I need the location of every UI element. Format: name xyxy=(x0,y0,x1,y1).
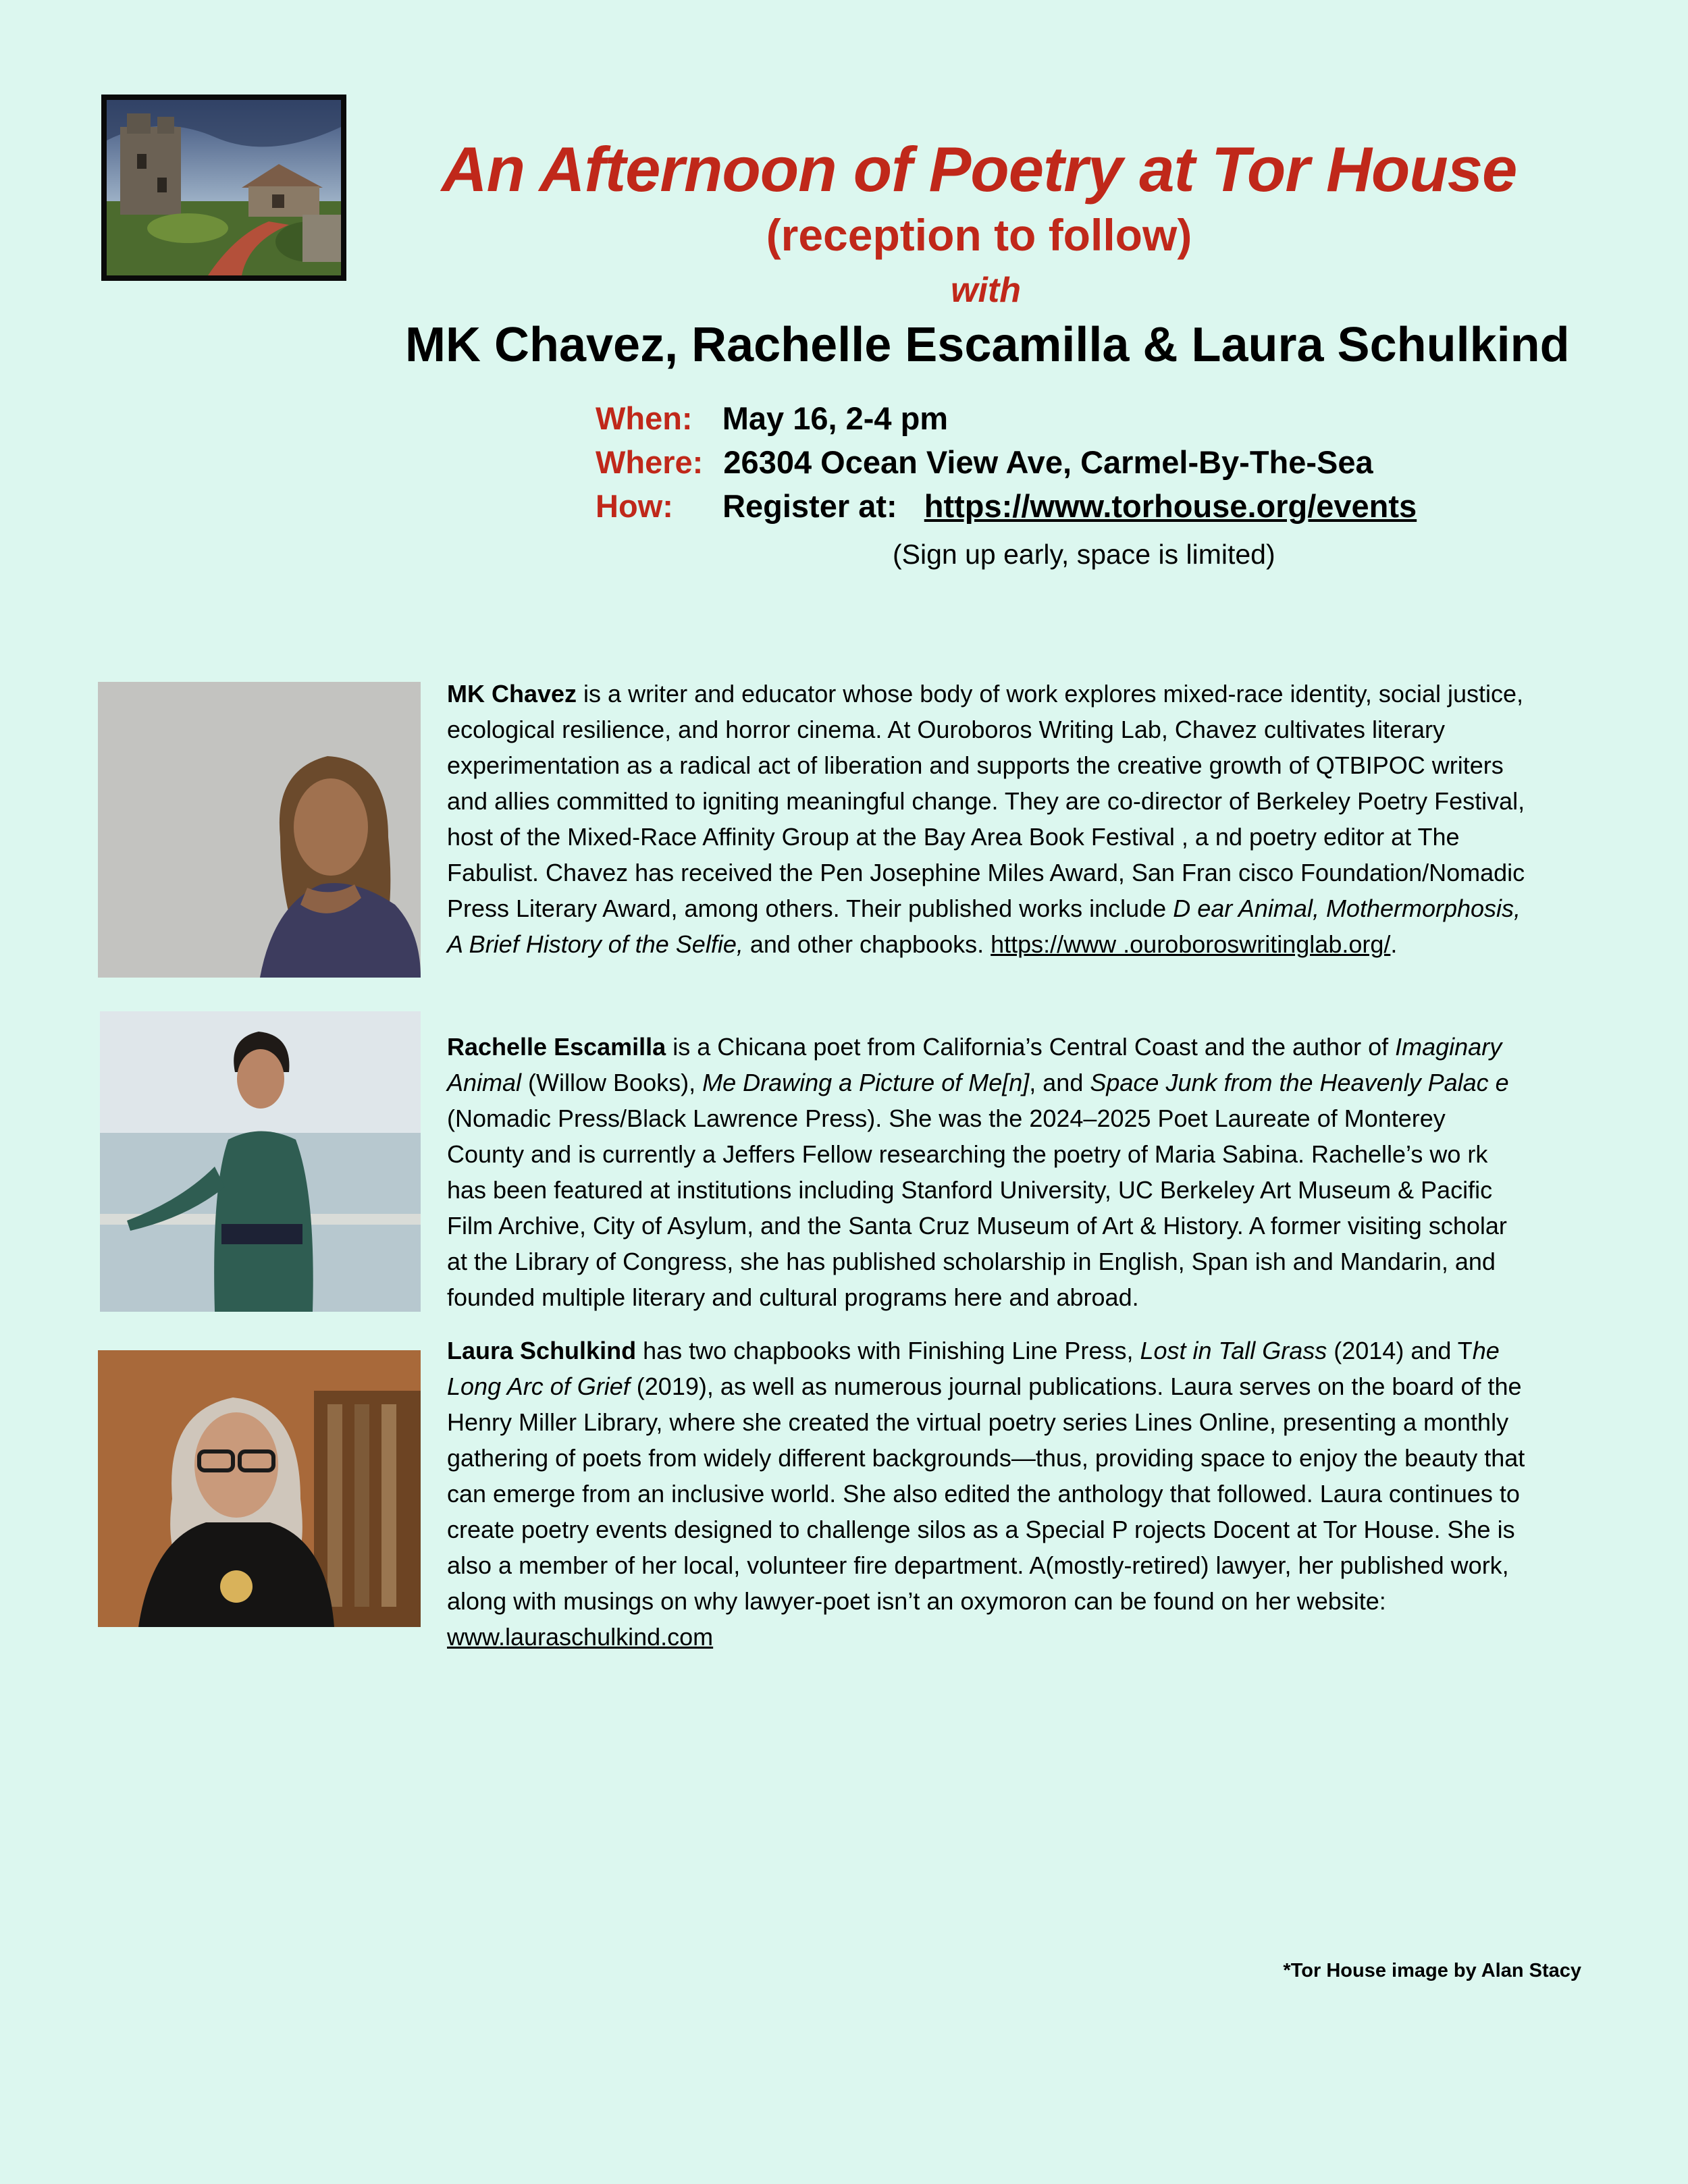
bio-mk-chavez xyxy=(447,676,1527,962)
bio-text: is a writer and educator whose body of work explores mixed-race identity, social justice, ecological resilience, and horror cinema. At Ouroboros Writing Lab, Chavez cultivates literary experimentation as a radical act of liberation and supports the creative growth of QTBIPOC writers and allies committed to igniting meaningful change. They are co-director of Berkeley Poetry Festival, host of the Mixed-Race Affinity Group at the Bay Area Book Festival , a nd poetry editor at The Fabulist. Chavez has received the Pen Josephine Miles Award, San Fran cisco Foundation/Nomadic Press Literary Award, among others. Their published works include xyxy=(447,680,1525,922)
tor-house-image xyxy=(107,100,341,275)
bio-work-title: Me Drawing a Picture of Me[n] xyxy=(702,1069,1030,1096)
website-link[interactable]: www.lauraschulkind.com xyxy=(447,1623,714,1651)
laura-schulkind-photo xyxy=(98,1350,421,1627)
signup-note: (Sign up early, space is limited) xyxy=(893,539,1275,570)
event-title: An Afternoon of Poetry at Tor House xyxy=(441,134,1517,205)
ouroboros-link[interactable]: https://www .ouroboroswritinglab.org/ xyxy=(991,930,1391,958)
bio-name: Rachelle Escamilla xyxy=(447,1033,666,1061)
bio-works: D ear Animal, Mothermorphosis, A Brief History of the Selfie, xyxy=(447,895,1521,958)
bio-rachelle-escamilla xyxy=(447,1029,1527,1315)
with-label: with xyxy=(951,271,1021,310)
rachelle-escamilla-image xyxy=(100,1011,421,1312)
tor-house-photo xyxy=(101,95,346,281)
how-label: How: xyxy=(596,488,673,524)
how-row xyxy=(596,487,1417,525)
bio-text: and other chapbooks. xyxy=(743,930,991,958)
image-credit: *Tor House image by Alan Stacy xyxy=(1283,1960,1581,1981)
bio-work-title: he Long Arc of Grief xyxy=(447,1337,1500,1400)
bio-text: (Willow Books), xyxy=(521,1069,703,1096)
bio-work-title: Lost in Tall Grass xyxy=(1140,1337,1327,1364)
bio-text: (Nomadic Press/Black Lawrence Press). She was the 2024–2025 Poet Laureate of Monterey County and is currently a Jeffers Fellow researching the poetry of Maria Sabina. Rachelle’s wo rk has been featured at institutions including Stanford University, UC Berkeley Art Museum & Pacific Film Archive, City of Asylum, and the Santa Cruz Museum of Art & History. A former visiting scholar at the Library of Congress, she has published scholarship in English, Span ish and Mandarin, and founded multiple literary and cultural programs here and abroad. xyxy=(447,1104,1507,1311)
bio-name: Laura Schulkind xyxy=(447,1337,637,1364)
where-value: 26304 Ocean View Ave, Carmel-By-The-Sea xyxy=(723,444,1373,480)
bio-work-title: Space Junk from the Heavenly Palac e xyxy=(1090,1069,1509,1096)
rachelle-escamilla-photo xyxy=(100,1011,421,1312)
bio-text: (2014) and T xyxy=(1327,1337,1473,1364)
bio-text: (2019), as well as numerous journal publications. Laura serves on the board of the Henry Miller Library, where she created the virtual poetry series Lines Online, presenting a monthly gathering of poets from widely different backgrounds—thus, providing space to enjoy the beauty that can emerge from an inclusive world. She also edited the anthology that followed. Laura continues to create poetry events designed to challenge silos as a Special P rojects Docent at Tor House. She is also a member of her local, volunteer fire department. A(mostly-retired) lawyer, her published work, along with musings on why lawyer-poet isn’t an oxymoron can be found on her website: xyxy=(447,1373,1525,1615)
bio-text: is a Chicana poet from California’s Central Coast and the author of xyxy=(666,1033,1396,1061)
bio-text: . xyxy=(1390,930,1398,958)
register-link[interactable]: https://www.torhouse.org/events xyxy=(924,488,1417,524)
laura-schulkind-image xyxy=(98,1350,421,1627)
how-prefix: Register at: xyxy=(722,488,897,524)
where-label: Where: xyxy=(596,444,704,480)
bio-work-title: Imaginary Animal xyxy=(447,1033,1502,1096)
event-subtitle: (reception to follow) xyxy=(766,210,1192,260)
when-row xyxy=(596,400,948,437)
bio-laura-schulkind xyxy=(447,1333,1527,1655)
where-row xyxy=(596,444,1373,481)
mk-chavez-image xyxy=(98,682,421,978)
bio-text: has two chapbooks with Finishing Line Press, xyxy=(636,1337,1140,1364)
mk-chavez-photo xyxy=(98,682,421,978)
poet-names: MK Chavez, Rachelle Escamilla & Laura Schulkind xyxy=(405,318,1570,372)
bio-text: , and xyxy=(1029,1069,1090,1096)
bio-name: MK Chavez xyxy=(447,680,577,708)
when-label: When: xyxy=(596,400,693,436)
when-value: May 16, 2-4 pm xyxy=(722,400,949,436)
